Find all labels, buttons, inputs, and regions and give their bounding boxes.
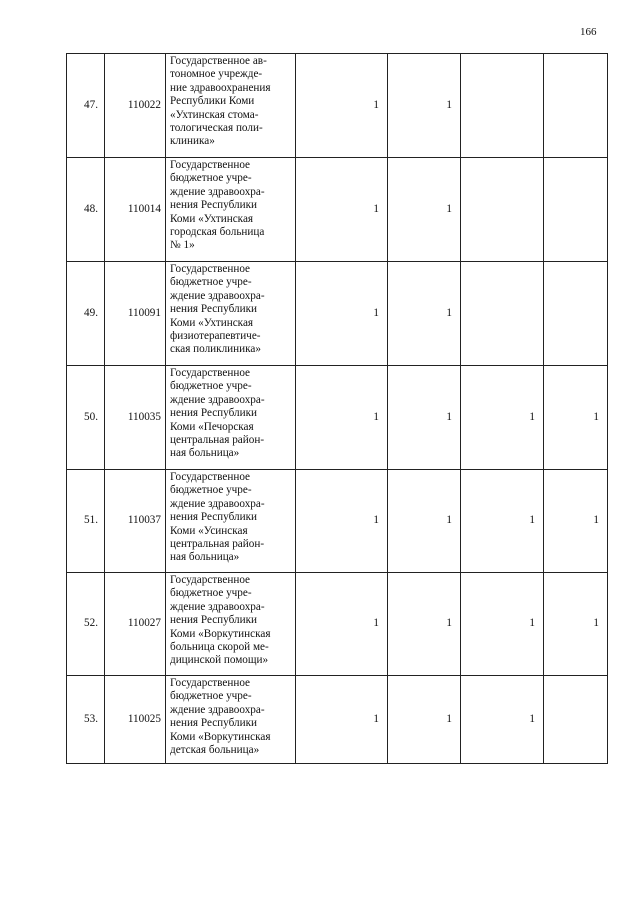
value-cell-v4: 1: [544, 366, 608, 470]
value-cell-v1: 1: [296, 158, 388, 262]
value-cell-v3: [461, 262, 544, 366]
table-row: [67, 262, 608, 366]
value-cell-v4: 1: [544, 573, 608, 676]
org-name-line: Республики Коми: [170, 95, 255, 108]
org-name-line: нения Республики: [170, 717, 257, 730]
org-name-line: Коми «Ухтинская: [170, 212, 254, 225]
org-name-line: городская больница: [170, 226, 265, 239]
org-code: 110014: [105, 158, 166, 262]
org-name-line: бюджетное учре-: [170, 690, 252, 703]
org-name: [166, 54, 296, 158]
value-cell-v2: 1: [388, 573, 461, 676]
org-name: [166, 676, 296, 764]
value-cell-v2: 1: [388, 366, 461, 470]
org-code: 110027: [105, 573, 166, 676]
org-name-line: нения Республики: [170, 614, 257, 627]
table-row: [67, 676, 608, 764]
org-name-line: «Ухтинская стома-: [170, 108, 259, 121]
value-cell-v2: 1: [388, 470, 461, 573]
org-name: [166, 262, 296, 366]
org-name-line: ждение здравоохра-: [170, 703, 265, 716]
row-number: 53.: [67, 676, 105, 764]
table-row: [67, 54, 608, 158]
table-row: [67, 470, 608, 573]
org-name-line: нения Республики: [170, 511, 257, 524]
row-number: 48.: [67, 158, 105, 262]
org-name-line: Государственное: [170, 367, 251, 379]
value-cell-v4: [544, 676, 608, 764]
org-name: [166, 470, 296, 573]
table-row: [67, 158, 608, 262]
org-name-line: бюджетное учре-: [170, 380, 252, 393]
org-name-line: центральная район-: [170, 538, 265, 551]
value-cell-v1: 1: [296, 54, 388, 158]
value-cell-v3: 1: [461, 470, 544, 573]
value-cell-v2: 1: [388, 54, 461, 158]
org-name-line: ждение здравоохра-: [170, 600, 265, 613]
org-name-line: клиника»: [170, 135, 215, 148]
org-name: [166, 158, 296, 262]
value-cell-v1: 1: [296, 573, 388, 676]
org-name-line: бюджетное учре-: [170, 172, 252, 185]
org-name-line: бюджетное учре-: [170, 276, 252, 289]
value-cell-v3: 1: [461, 676, 544, 764]
value-cell-v3: [461, 158, 544, 262]
row-number: 52.: [67, 573, 105, 676]
value-cell-v4: [544, 54, 608, 158]
value-cell-v1: 1: [296, 262, 388, 366]
org-name-line: ждение здравоохра-: [170, 185, 265, 198]
org-name-line: тономное учрежде-: [170, 68, 263, 81]
org-name-line: нения Республики: [170, 407, 257, 420]
value-cell-v3: 1: [461, 573, 544, 676]
org-name-line: центральная район-: [170, 434, 265, 447]
org-code: 110037: [105, 470, 166, 573]
org-name-line: ние здравоохранения: [170, 81, 271, 94]
row-number: 51.: [67, 470, 105, 573]
row-number: 47.: [67, 54, 105, 158]
value-cell-v2: 1: [388, 676, 461, 764]
org-name-line: Государственное: [170, 677, 251, 689]
org-name-line: тологическая поли-: [170, 122, 263, 135]
org-name-line: ная больница»: [170, 447, 240, 460]
org-name-line: Коми «Печорская: [170, 420, 254, 433]
org-name-line: Государственное: [170, 471, 251, 483]
value-cell-v3: 1: [461, 366, 544, 470]
org-name-line: Коми «Воркутинская: [170, 730, 271, 743]
org-name-line: ждение здравоохра-: [170, 393, 265, 406]
value-cell-v2: 1: [388, 262, 461, 366]
row-number: 50.: [67, 366, 105, 470]
value-cell-v1: 1: [296, 676, 388, 764]
table-row: [67, 573, 608, 676]
org-name-line: физиотерапевтиче-: [170, 330, 261, 343]
value-cell-v1: 1: [296, 366, 388, 470]
org-name-line: бюджетное учре-: [170, 484, 252, 497]
org-name: [166, 366, 296, 470]
org-name-line: ждение здравоохра-: [170, 289, 265, 302]
value-cell-v4: [544, 262, 608, 366]
row-number: 49.: [67, 262, 105, 366]
org-name: [166, 573, 296, 676]
table-body: [67, 54, 608, 764]
org-name-line: детская больница»: [170, 744, 260, 757]
org-code: 110091: [105, 262, 166, 366]
value-cell-v1: 1: [296, 470, 388, 573]
org-name-line: больница скорой ме-: [170, 641, 269, 654]
value-cell-v3: [461, 54, 544, 158]
org-code: 110035: [105, 366, 166, 470]
org-name-line: Коми «Ухтинская: [170, 316, 254, 329]
page-number: 166: [580, 26, 597, 38]
org-name-line: ная больница»: [170, 551, 240, 564]
organizations-table: [66, 53, 608, 764]
value-cell-v2: 1: [388, 158, 461, 262]
value-cell-v4: 1: [544, 470, 608, 573]
org-name-line: нения Республики: [170, 199, 257, 212]
org-code: 110025: [105, 676, 166, 764]
org-name-line: Государственное: [170, 574, 251, 586]
org-name-line: ская поликлиника»: [170, 343, 261, 356]
org-name-line: Государственное: [170, 263, 251, 275]
org-name-line: № 1»: [170, 239, 195, 252]
org-name-line: бюджетное учре-: [170, 587, 252, 600]
org-name-line: ждение здравоохра-: [170, 497, 265, 510]
org-name-line: Коми «Усинская: [170, 524, 248, 537]
org-name-line: Государственное: [170, 159, 251, 171]
org-name-line: дицинской помощи»: [170, 654, 269, 667]
org-name-line: Государственное ав-: [170, 55, 267, 67]
value-cell-v4: [544, 158, 608, 262]
org-name-line: нения Республики: [170, 303, 257, 316]
org-code: 110022: [105, 54, 166, 158]
table-row: [67, 366, 608, 470]
org-name-line: Коми «Воркутинская: [170, 627, 271, 640]
